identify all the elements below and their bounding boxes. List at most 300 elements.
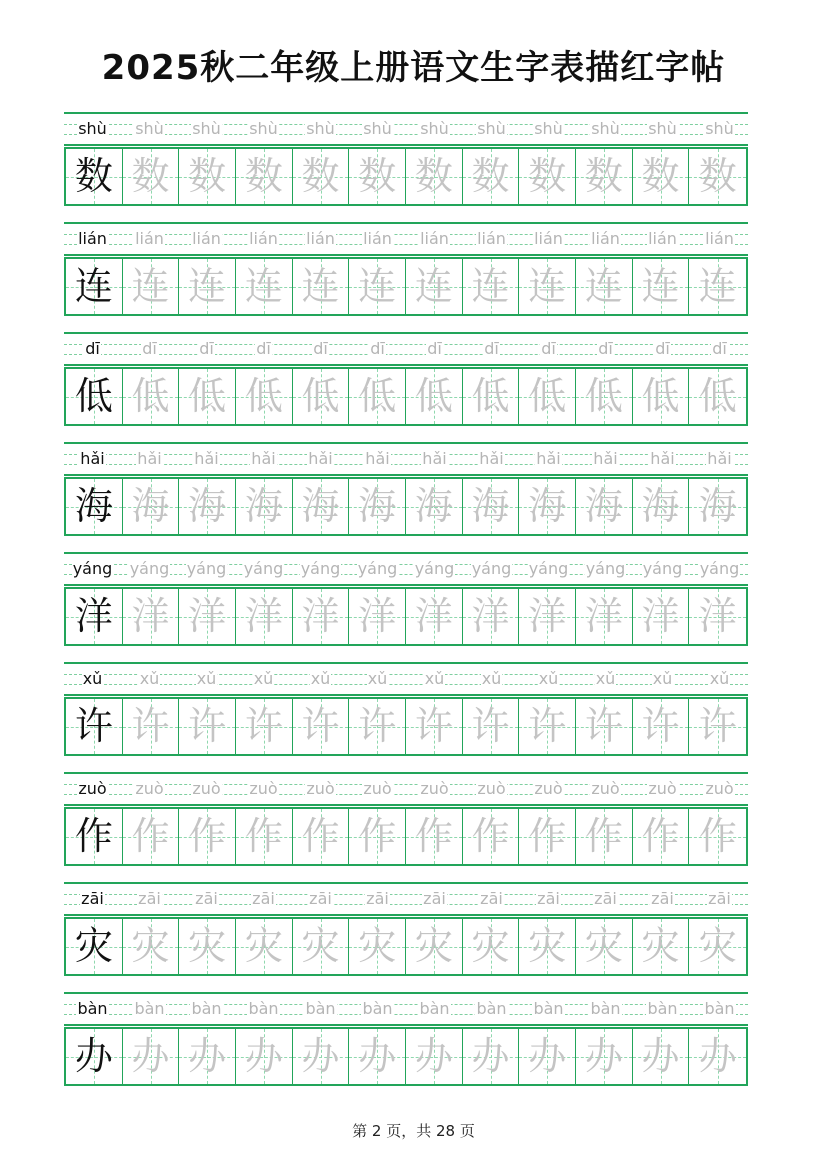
pinyin-trace: zāi [309,889,332,908]
trace-character: 作 [414,814,453,858]
trace-character: 低 [698,374,737,418]
trace-char-cell [406,149,463,204]
trace-character: 连 [188,264,227,308]
trace-character: 灾 [131,924,170,968]
trace-char-cell [123,809,180,864]
trace-char-cell [463,919,520,974]
pinyin-trace: zuò [591,779,620,798]
pinyin-trace: dī [541,339,556,358]
pinyin-trace: shù [534,119,563,138]
trace-character: 连 [131,264,170,308]
trace-char-cell [519,809,576,864]
tian-grid-band [64,367,748,426]
pinyin-trace: dī [484,339,499,358]
trace-character: 办 [244,1034,283,1078]
trace-character: 数 [188,154,227,198]
trace-character: 低 [188,374,227,418]
trace-character: 灾 [528,924,567,968]
pinyin-trace: bàn [647,999,678,1018]
trace-char-cell [293,1029,350,1084]
practice-row [64,662,748,756]
pinyin-trace: shù [420,119,449,138]
trace-char-cell [293,699,350,754]
pinyin-trace: dī [598,339,613,358]
pinyin-trace: hǎi [707,449,732,468]
pinyin-trace: shù [306,119,335,138]
trace-char-cell [293,479,350,534]
trace-character: 洋 [641,594,680,638]
trace-char-cell [689,589,746,644]
trace-character: 作 [528,814,567,858]
pinyin-trace: yáng [357,559,398,578]
model-char-cell [66,369,123,424]
model-character: 海 [74,484,113,528]
trace-char-cell [293,809,350,864]
trace-character: 办 [358,1034,397,1078]
pinyin-trace: zāi [366,889,389,908]
pinyin-trace: hǎi [365,449,390,468]
pinyin-trace: yáng [186,559,227,578]
pinyin-trace: shù [477,119,506,138]
trace-character: 数 [471,154,510,198]
trace-character: 海 [188,484,227,528]
trace-character: 海 [698,484,737,528]
tian-grid-band [64,587,748,646]
trace-character: 海 [471,484,510,528]
practice-row [64,552,748,646]
pinyin-trace: zuò [648,779,677,798]
trace-character: 许 [188,704,227,748]
pinyin-band [64,222,748,256]
trace-char-cell [406,369,463,424]
practice-row [64,112,748,206]
trace-char-cell [123,149,180,204]
trace-char-cell [236,809,293,864]
pinyin-band [64,772,748,806]
pinyin-trace: dī [712,339,727,358]
page-footer: 第 2 页，共 28 页 [352,1122,475,1140]
tian-grid-band [64,917,748,976]
trace-char-cell [349,699,406,754]
trace-character: 灾 [641,924,680,968]
trace-character: 洋 [358,594,397,638]
model-character: 数 [74,154,113,198]
pinyin-trace: yáng [699,559,740,578]
model-char-cell [66,1029,123,1084]
trace-char-cell [689,149,746,204]
pinyin-trace: xǔ [253,669,274,688]
trace-character: 洋 [698,594,737,638]
model-char-cell [66,259,123,314]
model-character: 连 [74,264,113,308]
trace-char-cell [179,919,236,974]
pinyin-trace: yáng [642,559,683,578]
trace-character: 低 [414,374,453,418]
pinyin-trace: xǔ [595,669,616,688]
pinyin-trace: shù [135,119,164,138]
trace-char-cell [576,479,633,534]
pinyin-trace: hǎi [650,449,675,468]
pinyin-trace: hǎi [137,449,162,468]
trace-char-cell [293,919,350,974]
pinyin-trace: xǔ [709,669,730,688]
model-char-cell [66,919,123,974]
pinyin-trace: zāi [252,889,275,908]
pinyin-trace: lián [192,229,221,248]
trace-char-cell [519,259,576,314]
pinyin-band [64,882,748,916]
trace-character: 连 [698,264,737,308]
pinyin-trace: zuò [135,779,164,798]
trace-char-cell [179,589,236,644]
trace-character: 许 [698,704,737,748]
trace-character: 海 [131,484,170,528]
trace-character: 连 [358,264,397,308]
trace-char-cell [689,479,746,534]
practice-row [64,222,748,316]
trace-char-cell [576,589,633,644]
trace-character: 洋 [414,594,453,638]
trace-char-cell [179,149,236,204]
pinyin-trace: zuò [192,779,221,798]
pinyin-trace: shù [192,119,221,138]
tian-grid-band [64,697,748,756]
trace-character: 低 [131,374,170,418]
trace-char-cell [123,699,180,754]
trace-char-cell [633,1029,690,1084]
trace-char-cell [406,809,463,864]
tian-grid-band [64,257,748,316]
pinyin-trace: bàn [590,999,621,1018]
trace-character: 海 [358,484,397,528]
trace-char-cell [689,809,746,864]
trace-char-cell [576,699,633,754]
trace-character: 洋 [584,594,623,638]
pinyin-trace: lián [705,229,734,248]
model-char-cell [66,809,123,864]
trace-char-cell [236,699,293,754]
pinyin-trace: dī [313,339,328,358]
trace-char-cell [123,589,180,644]
trace-character: 数 [244,154,283,198]
pinyin-trace: xǔ [652,669,673,688]
trace-character: 低 [244,374,283,418]
pinyin-trace: hǎi [251,449,276,468]
pinyin-trace: zuò [249,779,278,798]
pinyin-trace: bàn [704,999,735,1018]
trace-char-cell [633,259,690,314]
pinyin-label: xǔ [82,669,103,688]
pinyin-band [64,552,748,586]
trace-character: 作 [131,814,170,858]
model-character: 洋 [74,594,113,638]
model-character: 低 [74,374,113,418]
trace-character: 作 [641,814,680,858]
pinyin-trace: hǎi [536,449,561,468]
trace-character: 连 [528,264,567,308]
model-character: 作 [74,814,113,858]
trace-character: 数 [414,154,453,198]
trace-char-cell [293,259,350,314]
pinyin-trace: yáng [414,559,455,578]
page-title: 2025秋二年级上册语文生字表描红字帖 [101,48,726,88]
trace-character: 作 [471,814,510,858]
trace-char-cell [519,1029,576,1084]
pinyin-band [64,992,748,1026]
trace-character: 办 [131,1034,170,1078]
trace-character: 许 [358,704,397,748]
trace-char-cell [689,369,746,424]
trace-char-cell [293,589,350,644]
trace-character: 连 [301,264,340,308]
pinyin-label: bàn [77,999,108,1018]
trace-character: 低 [528,374,567,418]
pinyin-trace: xǔ [196,669,217,688]
trace-character: 许 [244,704,283,748]
tian-grid-band [64,807,748,866]
trace-char-cell [463,259,520,314]
trace-char-cell [633,699,690,754]
trace-char-cell [633,479,690,534]
trace-character: 灾 [188,924,227,968]
pinyin-label: hǎi [80,449,105,468]
pinyin-trace: dī [655,339,670,358]
pinyin-band [64,442,748,476]
trace-character: 连 [584,264,623,308]
pinyin-trace: yáng [129,559,170,578]
pinyin-band [64,332,748,366]
pinyin-trace: bàn [533,999,564,1018]
pinyin-trace: lián [420,229,449,248]
trace-char-cell [463,149,520,204]
tian-grid-band [64,1027,748,1086]
pinyin-trace: dī [199,339,214,358]
trace-char-cell [236,479,293,534]
pinyin-trace: dī [142,339,157,358]
trace-char-cell [633,369,690,424]
trace-char-cell [236,259,293,314]
trace-char-cell [349,919,406,974]
trace-character: 海 [244,484,283,528]
pinyin-trace: xǔ [139,669,160,688]
trace-char-cell [179,369,236,424]
trace-char-cell [349,149,406,204]
trace-char-cell [633,589,690,644]
pinyin-trace: yáng [300,559,341,578]
trace-character: 海 [641,484,680,528]
trace-char-cell [123,479,180,534]
pinyin-trace: zāi [708,889,731,908]
pinyin-trace: zāi [537,889,560,908]
trace-char-cell [349,259,406,314]
pinyin-trace: shù [648,119,677,138]
pinyin-trace: zāi [423,889,446,908]
trace-character: 连 [641,264,680,308]
trace-char-cell [633,809,690,864]
trace-char-cell [463,479,520,534]
trace-character: 灾 [698,924,737,968]
trace-char-cell [123,369,180,424]
pinyin-trace: xǔ [367,669,388,688]
pinyin-trace: hǎi [308,449,333,468]
trace-char-cell [689,1029,746,1084]
trace-char-cell [463,699,520,754]
pinyin-trace: xǔ [538,669,559,688]
pinyin-trace: bàn [476,999,507,1018]
trace-character: 作 [188,814,227,858]
model-char-cell [66,589,123,644]
tian-grid-band [64,147,748,206]
pinyin-trace: zuò [534,779,563,798]
trace-character: 作 [584,814,623,858]
trace-char-cell [463,809,520,864]
trace-character: 低 [471,374,510,418]
pinyin-trace: bàn [419,999,450,1018]
trace-char-cell [179,1029,236,1084]
pinyin-trace: hǎi [479,449,504,468]
trace-character: 灾 [414,924,453,968]
trace-character: 作 [698,814,737,858]
pinyin-trace: lián [534,229,563,248]
practice-row [64,992,748,1086]
pinyin-trace: lián [477,229,506,248]
trace-character: 低 [301,374,340,418]
trace-char-cell [519,919,576,974]
trace-char-cell [349,809,406,864]
trace-char-cell [576,809,633,864]
pinyin-trace: hǎi [422,449,447,468]
trace-char-cell [293,369,350,424]
trace-character: 灾 [584,924,623,968]
trace-char-cell [519,699,576,754]
model-char-cell [66,149,123,204]
trace-character: 办 [528,1034,567,1078]
pinyin-trace: dī [256,339,271,358]
pinyin-trace: zāi [195,889,218,908]
pinyin-trace: dī [370,339,385,358]
pinyin-trace: hǎi [194,449,219,468]
trace-character: 作 [244,814,283,858]
pinyin-label: zuò [78,779,107,798]
trace-character: 许 [584,704,623,748]
pinyin-label: dī [85,339,100,358]
trace-char-cell [406,699,463,754]
trace-character: 数 [641,154,680,198]
model-character: 灾 [74,924,113,968]
pinyin-trace: zāi [138,889,161,908]
pinyin-trace: shù [249,119,278,138]
pinyin-trace: hǎi [593,449,618,468]
tian-grid-band [64,477,748,536]
trace-char-cell [179,809,236,864]
trace-char-cell [519,149,576,204]
trace-character: 低 [584,374,623,418]
pinyin-label: shù [78,119,107,138]
trace-character: 数 [698,154,737,198]
pinyin-trace: xǔ [481,669,502,688]
trace-character: 海 [528,484,567,528]
trace-char-cell [236,1029,293,1084]
trace-character: 许 [471,704,510,748]
pinyin-trace: zāi [651,889,674,908]
trace-character: 连 [471,264,510,308]
trace-char-cell [519,589,576,644]
trace-char-cell [236,919,293,974]
trace-character: 海 [301,484,340,528]
trace-char-cell [463,589,520,644]
trace-character: 办 [584,1034,623,1078]
pinyin-trace: xǔ [310,669,331,688]
practice-row [64,882,748,976]
pinyin-trace: bàn [191,999,222,1018]
trace-char-cell [406,259,463,314]
trace-character: 许 [414,704,453,748]
trace-char-cell [179,699,236,754]
pinyin-trace: zāi [594,889,617,908]
pinyin-label: yáng [72,559,113,578]
trace-character: 办 [188,1034,227,1078]
trace-char-cell [576,1029,633,1084]
trace-character: 连 [414,264,453,308]
model-character: 办 [74,1034,113,1078]
pinyin-trace: bàn [248,999,279,1018]
trace-character: 洋 [244,594,283,638]
pinyin-trace: lián [306,229,335,248]
trace-character: 办 [698,1034,737,1078]
trace-character: 洋 [131,594,170,638]
trace-char-cell [633,919,690,974]
trace-char-cell [236,369,293,424]
trace-character: 灾 [301,924,340,968]
trace-char-cell [349,479,406,534]
trace-character: 办 [414,1034,453,1078]
trace-character: 数 [131,154,170,198]
pinyin-trace: lián [591,229,620,248]
pinyin-band [64,112,748,146]
trace-char-cell [349,589,406,644]
pinyin-trace: lián [363,229,392,248]
trace-char-cell [406,589,463,644]
pinyin-trace: bàn [134,999,165,1018]
trace-char-cell [406,1029,463,1084]
trace-char-cell [236,149,293,204]
trace-character: 低 [358,374,397,418]
trace-character: 许 [641,704,680,748]
trace-character: 数 [584,154,623,198]
practice-row [64,772,748,866]
trace-character: 灾 [358,924,397,968]
pinyin-trace: zuò [363,779,392,798]
trace-char-cell [406,479,463,534]
pinyin-trace: dī [427,339,442,358]
trace-character: 海 [584,484,623,528]
trace-char-cell [463,1029,520,1084]
trace-character: 数 [301,154,340,198]
practice-sheet [64,112,748,1102]
trace-character: 办 [641,1034,680,1078]
practice-row [64,332,748,426]
trace-character: 数 [358,154,397,198]
trace-char-cell [576,369,633,424]
trace-character: 办 [301,1034,340,1078]
pinyin-trace: bàn [305,999,336,1018]
pinyin-trace: zuò [477,779,506,798]
trace-char-cell [689,699,746,754]
pinyin-trace: yáng [585,559,626,578]
model-char-cell [66,699,123,754]
trace-char-cell [236,589,293,644]
pinyin-trace: shù [591,119,620,138]
